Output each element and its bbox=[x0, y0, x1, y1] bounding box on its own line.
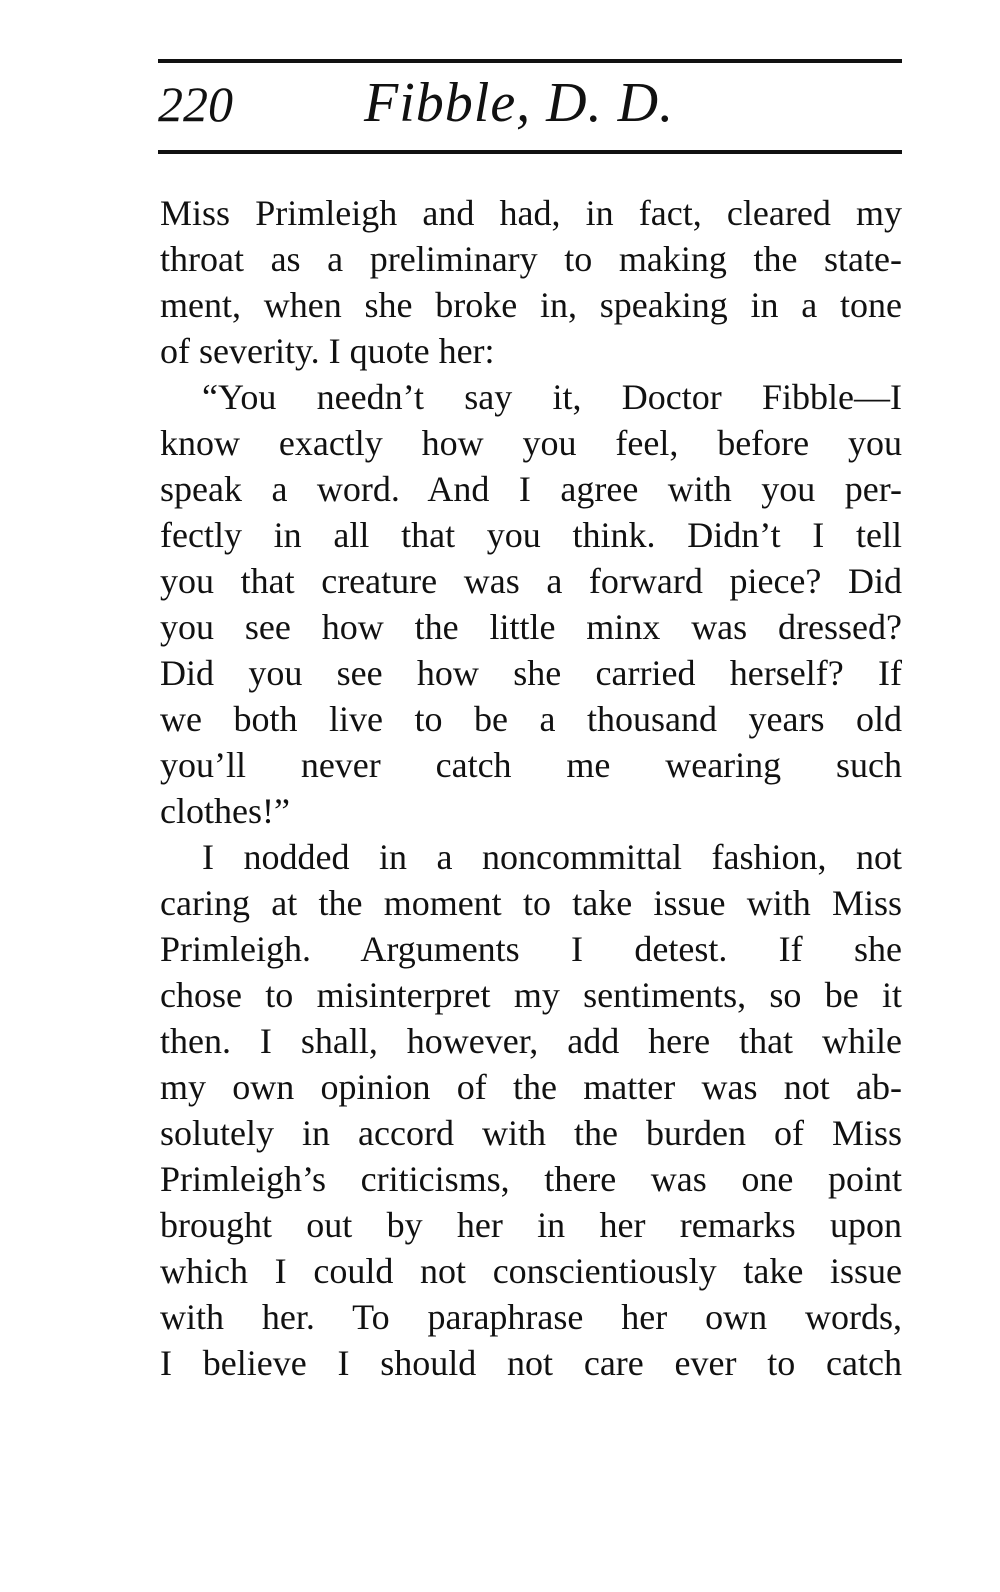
text-line: ment, when she broke in, speaking in a tone bbox=[160, 285, 902, 325]
text-line: caring at the moment to take issue with Miss bbox=[160, 883, 902, 923]
text-line: I believe I should not care ever to catch bbox=[160, 1343, 902, 1383]
text-line: Did you see how she carried herself? If bbox=[160, 653, 902, 693]
text-line: throat as a preliminary to making the state- bbox=[160, 239, 902, 279]
text-line: brought out by her in her remarks upon bbox=[160, 1205, 902, 1245]
running-head bbox=[158, 66, 902, 144]
book-title: Fibble, D. D. bbox=[364, 72, 675, 134]
text-line: then. I shall, however, add here that while bbox=[160, 1021, 902, 1061]
text-line: of severity. I quote her: bbox=[160, 331, 495, 371]
text-line: Primleigh. Arguments I detest. If she bbox=[160, 929, 902, 969]
text-line: fectly in all that you think. Didn’t I tell bbox=[160, 515, 902, 555]
text-line: “You needn’t say it, Doctor Fibble—I bbox=[202, 377, 902, 417]
text-line: we both live to be a thousand years old bbox=[160, 699, 902, 739]
header-bottom-rule bbox=[158, 150, 902, 154]
text-line: solutely in accord with the burden of Miss bbox=[160, 1113, 902, 1153]
text-line: Miss Primleigh and had, in fact, cleared my bbox=[160, 193, 902, 233]
text-line: which I could not conscientiously take issue bbox=[160, 1251, 902, 1291]
text-line: I nodded in a noncommittal fashion, not bbox=[202, 837, 902, 877]
text-line: speak a word. And I agree with you per- bbox=[160, 469, 902, 509]
text-line: Primleigh’s criticisms, there was one point bbox=[160, 1159, 902, 1199]
body-text bbox=[160, 190, 902, 1386]
text-line: with her. To paraphrase her own words, bbox=[160, 1297, 902, 1337]
text-line: you see how the little minx was dressed? bbox=[160, 607, 902, 647]
text-line: chose to misinterpret my sentiments, so be it bbox=[160, 975, 902, 1015]
text-line: you that creature was a forward piece? Did bbox=[160, 561, 902, 601]
text-line: clothes!” bbox=[160, 791, 290, 831]
header-top-rule bbox=[158, 59, 902, 63]
page-number: 220 bbox=[158, 76, 233, 132]
text-line: know exactly how you feel, before you bbox=[160, 423, 902, 463]
text-line: you’ll never catch me wearing such bbox=[160, 745, 902, 785]
text-line: my own opinion of the matter was not ab- bbox=[160, 1067, 902, 1107]
